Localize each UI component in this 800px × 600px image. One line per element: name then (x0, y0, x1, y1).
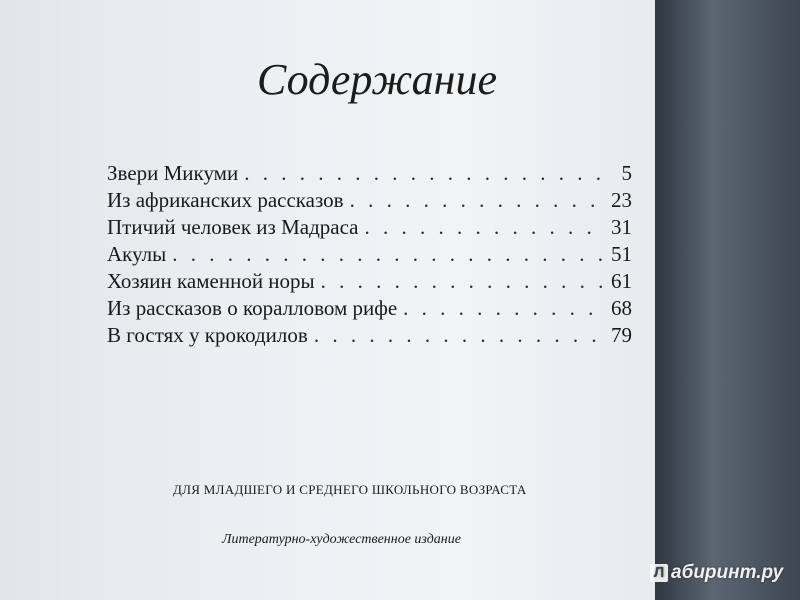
toc-entry-page: 5 (621, 161, 632, 185)
toc-entry (107, 214, 632, 241)
toc-entry (107, 187, 632, 214)
page-title: Содержание (257, 55, 498, 104)
table-of-contents (107, 160, 632, 349)
toc-entry (107, 160, 632, 187)
dot-leader (172, 241, 602, 268)
book-spine-shadow (655, 0, 800, 600)
toc-entry-title: Звери Микуми (107, 161, 239, 185)
watermark-text: абиринт.ру (671, 562, 784, 583)
watermark-logo-icon: Л (650, 564, 668, 582)
dot-leader (364, 214, 602, 241)
toc-entry-title: Птичий человек из Мадраса (107, 215, 359, 239)
dot-leader (403, 295, 602, 322)
dot-leader (244, 160, 602, 187)
watermark (650, 562, 783, 584)
toc-entry-title: Из рассказов о коралловом рифе (107, 296, 398, 320)
dot-leader (321, 268, 602, 295)
toc-entry-title: Из африканских рассказов (107, 188, 344, 212)
audience-note: ДЛЯ МЛАДШЕГО И СРЕДНЕГО ШКОЛЬНОГО ВОЗРАСТА (173, 482, 527, 497)
toc-entry-page: 61 (611, 269, 632, 293)
edition-note: Литературно-художественное издание (222, 532, 461, 547)
toc-entry-title: В гостях у крокодилов (107, 323, 308, 347)
dot-leader (350, 187, 602, 214)
dot-leader (314, 322, 602, 349)
toc-entry-page: 79 (611, 323, 632, 347)
toc-entry-page: 31 (611, 215, 632, 239)
toc-entry (107, 322, 632, 349)
toc-entry (107, 241, 632, 268)
toc-entry (107, 295, 632, 322)
toc-entry (107, 268, 632, 295)
toc-entry-title: Хозяин каменной норы (107, 269, 315, 293)
toc-entry-page: 23 (611, 188, 632, 212)
toc-entry-page: 68 (611, 296, 632, 320)
toc-entry-title: Акулы (107, 242, 167, 266)
toc-entry-page: 51 (611, 242, 632, 266)
